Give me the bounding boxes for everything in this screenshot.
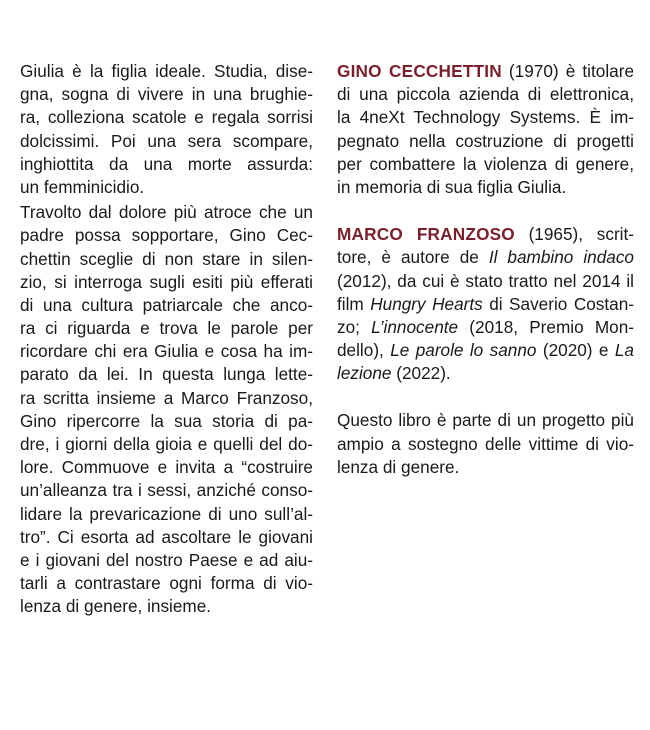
text-line: Giulia è la figlia ideale. Studia, dise-	[20, 61, 313, 81]
bio-line: la 4neXt Technology Systems. È im-	[337, 107, 634, 128]
book-title: lezione	[337, 363, 392, 384]
text-line: un femminicidio.	[20, 176, 145, 197]
text-line: chettin sceglie di non stare in silen-	[20, 248, 313, 269]
text-line: parato da lei. In questa lunga lette-	[20, 364, 313, 385]
author-name: GINO CECCHETTIN	[337, 61, 502, 81]
text-line: ra ci riguarda e trova le parole per	[20, 318, 313, 339]
bio-line: (2012), da cui è stato tratto nel 2014 il	[337, 270, 634, 291]
synopsis-column	[20, 60, 313, 619]
bio-line: in memoria di sua figlia Giulia.	[337, 176, 567, 197]
authors-column	[337, 60, 634, 479]
bio-line: lezione (2022).	[337, 363, 451, 384]
author-bio-gino	[337, 60, 634, 199]
text-line: ra scritta insieme a Marco Franzoso,	[20, 387, 313, 408]
author-name: MARCO FRANZOSO	[337, 224, 515, 245]
text-line: di una cultura patriarcale che anco-	[20, 294, 313, 315]
text-line: Questo libro è parte di un progetto più	[337, 410, 634, 431]
film-title: Hungry Hearts	[370, 293, 483, 314]
bio-line: dello), Le parole lo sanno (2020) e La	[337, 340, 634, 361]
text-line: dolcissimi. Poi una sera scompare,	[20, 130, 313, 151]
text-line: Travolto dal dolore più atroce che un	[20, 202, 313, 223]
text-line: tro”. Ci esorta ad ascoltare le giovani	[20, 526, 313, 547]
text-line: lidare la prevaricazione di uno sull’al-	[20, 503, 313, 524]
bio-line: film Hungry Hearts di Saverio Costan-	[337, 293, 634, 314]
text-line: ricordare chi era Giulia e cosa ha im-	[20, 341, 313, 362]
text-line: ampio a sostegno delle vittime di vio-	[337, 433, 634, 454]
text-line: un’alleanza tra i sessi, anziché conso-	[20, 480, 313, 501]
bio-line: di una piccola azienda di elettronica,	[337, 84, 634, 105]
book-title: L’innocente	[371, 316, 459, 337]
text-line: gna, sogna di vivere in una brughie-	[20, 84, 313, 105]
book-title: Il bambino indaco	[488, 247, 634, 268]
bio-line: zo; L’innocente (2018, Premio Mon-	[337, 316, 634, 337]
synopsis-paragraph-2	[20, 201, 313, 618]
text-line: lore. Commuove e invita a “costruire	[20, 457, 313, 478]
text-line: lenza di genere, insieme.	[20, 596, 212, 617]
text-line: inghiottita da una morte assurda:	[20, 153, 313, 174]
bio-line: tore, è autore de Il bambino indaco	[337, 247, 634, 268]
text-line: ra, colleziona scatole e regala sorrisi	[20, 107, 313, 128]
text-line: e i giovani del nostro Paese e ad aiu-	[20, 549, 313, 570]
text-line: lenza di genere.	[337, 456, 460, 477]
book-title: Le parole lo sanno	[390, 340, 537, 361]
bio-line: per combattere la violenza di genere,	[337, 153, 634, 174]
book-title: La	[614, 340, 634, 361]
bio-line: GINO CECCHETTIN (1970) è titolare	[337, 61, 634, 81]
bio-line: MARCO FRANZOSO (1965), scrit-	[337, 224, 634, 245]
text-line: padre possa sopportare, Gino Cec-	[20, 225, 313, 246]
synopsis-paragraph-1	[20, 60, 313, 199]
text-line: zio, si interroga sugli esiti più efferati	[20, 271, 313, 292]
bio-line: pegnato nella costruzione di progetti	[337, 130, 634, 151]
text-line: tarli a contrastare ogni forma di vio-	[20, 573, 313, 594]
closing-note	[337, 409, 634, 479]
text-line: Gino ripercorre la sua storia di pa-	[20, 410, 313, 431]
author-bio-marco	[337, 223, 634, 385]
text-line: dre, i giorni della gioia e quelli del do-	[20, 434, 313, 454]
